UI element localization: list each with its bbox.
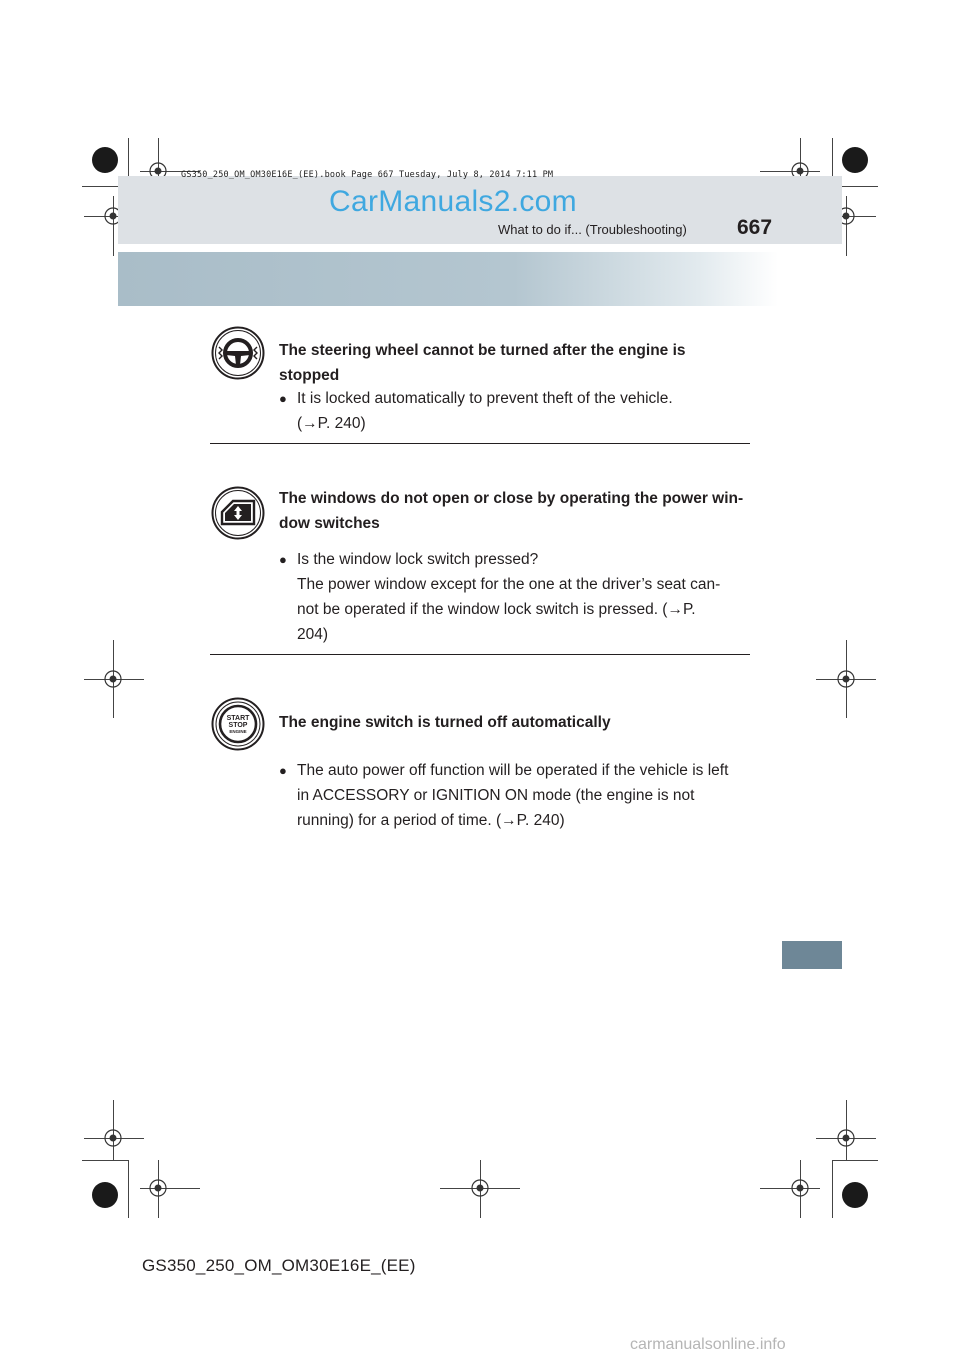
bullet-line: Is the window lock switch pressed? bbox=[297, 551, 539, 568]
icon-label: START bbox=[226, 715, 250, 722]
steering-lock-icon bbox=[211, 326, 265, 380]
bullet-icon: ● bbox=[279, 391, 287, 406]
book-info: GS350_250_OM_OM30E16E_(EE).book Page 667 Tuesday, July 8, 2014 7:11 PM bbox=[181, 170, 554, 180]
engine-switch-icon bbox=[211, 697, 265, 751]
bullet-line: The power window except for the one at the driver’s seat can- bbox=[297, 576, 721, 593]
item-heading bbox=[279, 486, 749, 536]
section-divider bbox=[210, 443, 750, 444]
bullet-line: in ACCESSORY or IGNITION ON mode (the engine is not bbox=[297, 787, 695, 804]
site-watermark: carmanualsonline.info bbox=[630, 1336, 786, 1353]
bullet-line: It is locked automatically to prevent theft of the vehicle. bbox=[297, 390, 673, 407]
list-item bbox=[279, 758, 747, 833]
bullet-line: running) for a period of time. (→P. 240) bbox=[297, 812, 565, 829]
icon-label: STOP bbox=[228, 722, 248, 729]
heading-line: The windows do not open or close by operating the power win- bbox=[279, 490, 744, 507]
section-divider bbox=[210, 654, 750, 655]
watermark-logo: CarManuals2.com bbox=[329, 185, 577, 218]
page-reference: (→P. 240) bbox=[297, 415, 366, 432]
list-item bbox=[279, 386, 747, 436]
power-window-icon bbox=[211, 486, 265, 540]
section-banner bbox=[118, 252, 778, 306]
bullet-line: not be operated if the window lock switch is pressed. (→P. bbox=[297, 601, 696, 618]
section-title: What to do if... (Troubleshooting) bbox=[498, 222, 687, 237]
item-heading: The engine switch is turned off automatically bbox=[279, 714, 611, 731]
page-reference: 204) bbox=[297, 626, 329, 643]
bullet-icon: ● bbox=[279, 552, 287, 567]
chapter-tab bbox=[782, 941, 842, 969]
page-number: 667 bbox=[737, 216, 773, 239]
heading-line: dow switches bbox=[279, 515, 380, 532]
bullet-line: The auto power off function will be operated if the vehicle is left bbox=[297, 762, 729, 779]
icon-label: ENGINE bbox=[229, 729, 247, 734]
list-item bbox=[279, 547, 747, 647]
document-code: GS350_250_OM_OM30E16E_(EE) bbox=[142, 1256, 416, 1275]
bullet-icon: ● bbox=[279, 763, 287, 778]
item-heading: The steering wheel cannot be turned after the engine is stopped bbox=[279, 342, 686, 384]
